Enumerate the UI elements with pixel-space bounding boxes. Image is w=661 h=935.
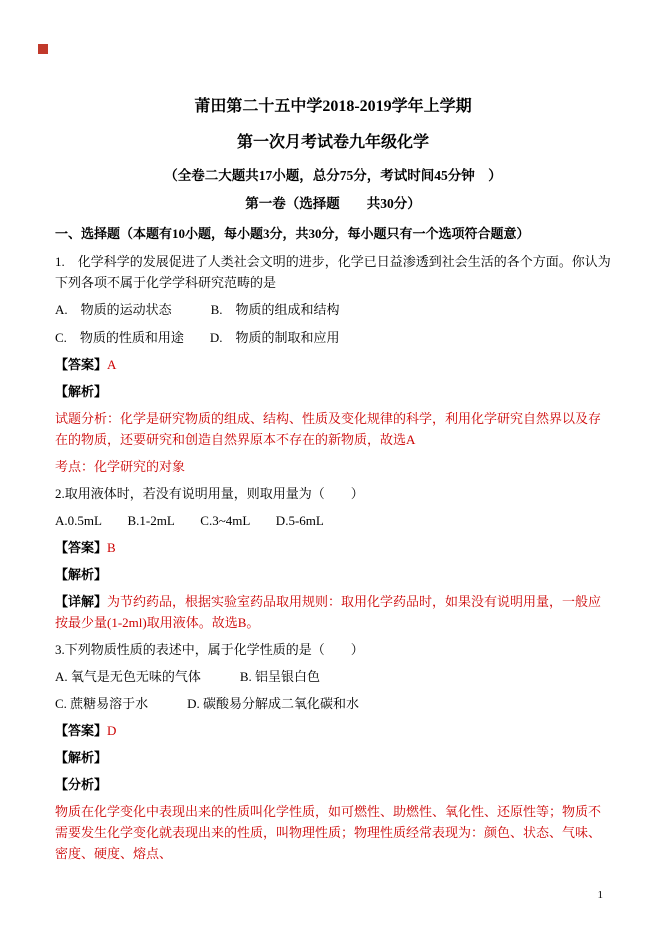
question-1-options-row1: A. 物质的运动状态 B. 物质的组成和结构 bbox=[55, 302, 340, 318]
question-2-answer-line bbox=[55, 537, 611, 558]
question-3-stem: 3.下列物质性质的表述中，属于化学性质的是（ ） bbox=[55, 642, 364, 658]
question-1-answer: A bbox=[107, 356, 117, 372]
question-1-options-row2: C. 物质的性质和用途 D. 物质的制取和应用 bbox=[55, 329, 340, 345]
question-2-options-row1: A.0.5mL B.1-2mL C.3~4mL D.5-6mL bbox=[55, 512, 324, 528]
question-2-analysis-label-line bbox=[55, 564, 611, 585]
analysis-label: 【解析】 bbox=[55, 750, 108, 766]
question-1-exam-point: 考点：化学研究的对象 bbox=[55, 458, 186, 474]
volume-heading: 第一卷（选择题 共30分） bbox=[245, 195, 421, 211]
exam-title-line1: 莆田第二十五中学2018-2019学年上学期 bbox=[194, 98, 472, 115]
question-1-analysis-label-line bbox=[55, 381, 611, 402]
section-heading: 一、选择题（本题有10小题，每小题3分，共30分，每小题只有一个选项符合题意） bbox=[55, 225, 530, 241]
answer-label: 【答案】 bbox=[55, 539, 108, 555]
question-3-breakdown-label-line bbox=[55, 774, 611, 795]
exam-subtitle: （全卷二大题共17小题，总分75分，考试时间45分钟 ） bbox=[164, 167, 502, 183]
question-2-detail-text: 为节约药品，根据实验室药品取用规则：取用化学药品时，如果没有说明用量，一般应按最少量(1-2ml)取用液体。故选B。 bbox=[55, 593, 602, 631]
analysis-label: 【解析】 bbox=[55, 383, 108, 399]
question-3-breakdown-text: 物质在化学变化中表现出来的性质叫化学性质，如可燃性、助燃性、氧化性、还原性等；物质不需要发生化学变化就表现出来的性质，叫物理性质；物理性质经常表现为：颜色、状态、气味、密度、硬度、熔点、 bbox=[55, 804, 602, 862]
red-marker-square bbox=[38, 44, 48, 54]
question-3-options-row1: A. 氧气是无色无味的气体 B. 铝呈银白色 bbox=[55, 669, 321, 685]
question-1-analysis-text: 试题分析：化学是研究物质的组成、结构、性质及变化规律的科学，利用化学研究自然界以及存在的物质，还要研究和创造自然界原本不存在的新物质，故选A bbox=[55, 410, 602, 447]
question-3-analysis-label-line bbox=[55, 747, 611, 768]
question-3-answer-line bbox=[55, 720, 611, 741]
page-number: 1 bbox=[597, 889, 603, 901]
document-content bbox=[55, 96, 611, 870]
question-2-detail-line bbox=[55, 591, 611, 633]
question-2-stem: 2.取用液体时，若没有说明用量，则取用量为（ ） bbox=[55, 485, 364, 501]
question-1-answer-line bbox=[55, 354, 611, 375]
answer-label: 【答案】 bbox=[55, 356, 108, 372]
question-3-answer: D bbox=[107, 723, 117, 739]
answer-label: 【答案】 bbox=[55, 723, 108, 739]
detail-label: 【详解】 bbox=[55, 593, 108, 609]
analysis-label: 【解析】 bbox=[55, 566, 108, 582]
exam-title-line2: 第一次月考试卷九年级化学 bbox=[236, 134, 429, 152]
question-1-stem: 1. 化学科学的发展促进了人类社会文明的进步，化学已日益渗透到社会生活的各个方面。你认为下列各项不属于化学学科研究范畴的是 bbox=[55, 254, 611, 291]
question-2-answer: B bbox=[107, 539, 116, 555]
breakdown-label: 【分析】 bbox=[55, 777, 108, 793]
question-3-options-row2: C. 蔗糖易溶于水 D. 碳酸易分解成二氧化碳和水 bbox=[55, 696, 360, 712]
